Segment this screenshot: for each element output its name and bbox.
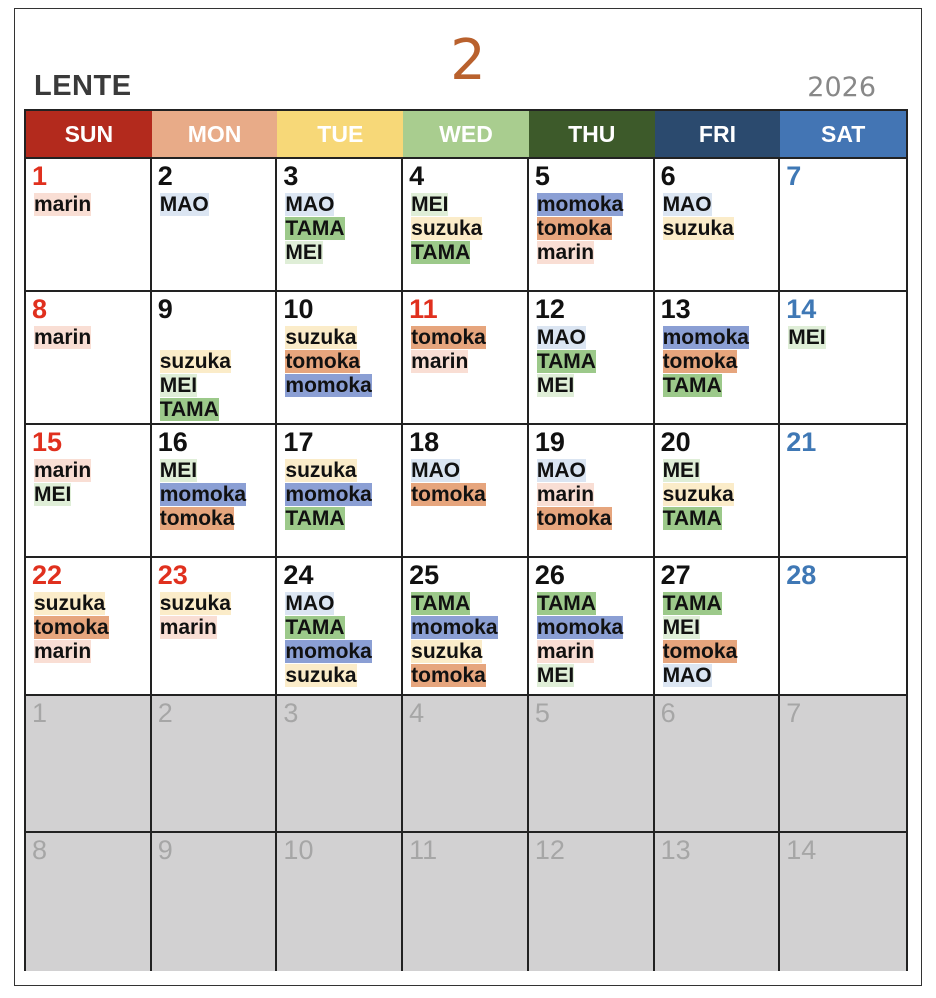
member-label: momoka	[536, 193, 624, 216]
day-cell[interactable]	[403, 292, 529, 425]
member-name	[533, 640, 623, 664]
day-cell[interactable]	[655, 292, 781, 425]
member-label: suzuka	[159, 592, 231, 615]
day-number: 11	[409, 294, 438, 324]
member-label: MEI	[159, 459, 198, 482]
weekday-tue: TUE	[277, 111, 403, 157]
member-label: MAO	[536, 459, 586, 482]
member-label: suzuka	[285, 326, 357, 349]
member-label: MEI	[536, 374, 575, 397]
member-name	[156, 374, 231, 398]
member-name	[281, 374, 371, 398]
day-number: 14	[786, 294, 817, 324]
member-name	[659, 592, 738, 616]
member-label: MAO	[159, 193, 209, 216]
day-number: 3	[283, 161, 299, 191]
member-name	[156, 326, 231, 350]
member-name	[156, 398, 231, 422]
day-number: 6	[660, 161, 676, 191]
member-label: MAO	[662, 664, 712, 687]
day-cell[interactable]	[152, 696, 278, 833]
member-list	[30, 459, 91, 507]
member-list	[407, 592, 497, 688]
member-name	[281, 350, 371, 374]
member-label: suzuka	[159, 350, 231, 373]
member-name	[659, 664, 738, 688]
day-cell[interactable]	[780, 425, 906, 558]
day-cell[interactable]	[529, 159, 655, 292]
member-label: MAO	[411, 459, 461, 482]
calendar-grid	[24, 109, 908, 971]
member-name	[659, 193, 734, 217]
member-name	[281, 664, 371, 688]
member-name	[659, 640, 738, 664]
day-number: 5	[534, 698, 550, 728]
weekday-sun: SUN	[26, 111, 152, 157]
day-number: 24	[283, 560, 314, 590]
day-number: 28	[786, 560, 817, 590]
member-label: MEI	[662, 616, 700, 639]
member-label: suzuka	[285, 664, 357, 687]
day-number: 22	[32, 560, 63, 590]
day-number: 9	[157, 294, 173, 324]
day-cell[interactable]	[26, 833, 152, 971]
member-name	[156, 507, 246, 531]
day-cell[interactable]	[152, 159, 278, 292]
member-label: MAO	[285, 592, 335, 615]
member-label: tomoka	[411, 326, 486, 349]
member-label: tomoka	[411, 483, 486, 506]
day-cell[interactable]	[26, 558, 152, 696]
day-number: 25	[409, 560, 440, 590]
day-number: 19	[534, 427, 565, 457]
day-cell[interactable]	[403, 558, 529, 696]
day-number: 17	[283, 427, 314, 457]
member-list	[156, 592, 231, 640]
day-number: 9	[157, 835, 173, 865]
day-cell[interactable]	[655, 159, 781, 292]
member-name	[30, 483, 91, 507]
member-label: tomoka	[536, 507, 612, 530]
member-label: MAO	[536, 326, 586, 349]
weekday-sat: SAT	[780, 111, 906, 157]
member-name	[533, 217, 623, 241]
member-name	[30, 616, 109, 640]
member-label: suzuka	[662, 217, 734, 240]
member-label: TAMA	[285, 507, 345, 530]
member-label: MAO	[285, 193, 335, 216]
member-label: MEI	[662, 459, 700, 482]
member-label: MEI	[536, 664, 575, 687]
member-name	[659, 326, 749, 350]
day-cell[interactable]	[152, 833, 278, 971]
member-name	[281, 507, 371, 531]
member-label: tomoka	[662, 350, 738, 373]
member-name	[533, 374, 596, 398]
member-name	[30, 592, 109, 616]
weekday-header	[26, 111, 906, 159]
day-number: 11	[409, 835, 438, 865]
member-name	[156, 616, 231, 640]
day-cell[interactable]	[26, 292, 152, 425]
day-cell[interactable]	[403, 159, 529, 292]
day-number: 7	[786, 161, 802, 191]
member-name	[659, 507, 734, 531]
day-number: 23	[157, 560, 188, 590]
day-cell[interactable]	[277, 696, 403, 833]
weekday-fri: FRI	[655, 111, 781, 157]
member-name	[407, 193, 482, 217]
day-number: 2	[157, 161, 173, 191]
weekday-mon: MON	[152, 111, 278, 157]
member-name	[784, 326, 825, 350]
member-label: tomoka	[159, 507, 235, 530]
member-label: MAO	[662, 193, 712, 216]
day-number: 5	[534, 161, 550, 191]
member-list	[407, 193, 482, 265]
member-name	[156, 483, 246, 507]
member-label: tomoka	[34, 616, 109, 639]
member-label: momoka	[662, 326, 749, 349]
member-label: TAMA	[536, 350, 596, 373]
day-number: 8	[32, 294, 48, 324]
member-label: marin	[159, 616, 217, 639]
member-label: marin	[536, 640, 595, 663]
member-label: TAMA	[159, 398, 219, 421]
member-label: MEI	[159, 374, 198, 397]
member-name	[281, 459, 371, 483]
member-name	[659, 483, 734, 507]
day-cell[interactable]	[780, 833, 906, 971]
member-name	[407, 350, 486, 374]
member-label: tomoka	[536, 217, 612, 240]
member-name	[156, 193, 209, 217]
member-name	[533, 326, 596, 350]
day-grid	[26, 159, 906, 971]
member-label: MEI	[285, 241, 323, 264]
member-list	[30, 326, 91, 350]
member-name	[533, 507, 612, 531]
member-label: TAMA	[285, 217, 345, 240]
member-label: TAMA	[662, 374, 722, 397]
day-number: 4	[409, 698, 425, 728]
day-cell[interactable]	[529, 833, 655, 971]
member-list	[659, 326, 749, 398]
member-label: suzuka	[34, 592, 106, 615]
member-label: marin	[34, 640, 92, 663]
member-label: suzuka	[285, 459, 357, 482]
member-name	[281, 326, 371, 350]
member-name	[533, 459, 612, 483]
day-cell[interactable]	[780, 558, 906, 696]
day-cell[interactable]	[655, 696, 781, 833]
member-name	[407, 664, 497, 688]
member-label: marin	[34, 326, 92, 349]
member-list	[407, 326, 486, 374]
member-name	[281, 217, 344, 241]
day-cell[interactable]	[529, 558, 655, 696]
member-list	[156, 193, 209, 217]
member-name	[659, 616, 738, 640]
member-name	[156, 459, 246, 483]
member-label: TAMA	[536, 592, 596, 615]
day-cell[interactable]	[403, 425, 529, 558]
member-name	[533, 664, 623, 688]
day-number: 13	[660, 835, 691, 865]
member-name	[281, 616, 371, 640]
month-number: 2	[450, 28, 486, 93]
day-cell[interactable]	[152, 425, 278, 558]
day-cell[interactable]	[403, 696, 529, 833]
member-list	[156, 459, 246, 531]
member-label: TAMA	[411, 592, 471, 615]
member-label: TAMA	[662, 507, 722, 530]
day-cell[interactable]	[529, 425, 655, 558]
weekday-wed: WED	[403, 111, 529, 157]
day-number: 7	[786, 698, 802, 728]
member-name	[281, 483, 371, 507]
member-name	[407, 616, 497, 640]
day-number: 15	[32, 427, 63, 457]
member-label: TAMA	[285, 616, 345, 639]
day-number: 3	[283, 698, 299, 728]
member-label: suzuka	[411, 217, 483, 240]
member-label: MEI	[411, 193, 449, 216]
member-label: marin	[411, 350, 469, 373]
member-label: tomoka	[411, 664, 486, 687]
day-cell[interactable]	[780, 696, 906, 833]
day-number: 8	[32, 835, 48, 865]
day-cell[interactable]	[26, 425, 152, 558]
member-name	[407, 459, 486, 483]
member-name	[281, 640, 371, 664]
member-list	[784, 326, 825, 350]
member-name	[533, 616, 623, 640]
member-name	[533, 241, 623, 265]
day-number: 13	[660, 294, 691, 324]
day-number: 27	[660, 560, 691, 590]
member-name	[281, 241, 344, 265]
day-cell[interactable]	[780, 159, 906, 292]
day-cell[interactable]	[780, 292, 906, 425]
day-number: 26	[534, 560, 565, 590]
member-list	[30, 193, 91, 217]
day-cell[interactable]	[152, 558, 278, 696]
member-label: momoka	[536, 616, 624, 639]
member-name	[659, 217, 734, 241]
day-cell[interactable]	[529, 292, 655, 425]
member-label: marin	[536, 241, 595, 264]
member-label: momoka	[285, 374, 372, 397]
member-name	[659, 374, 749, 398]
member-list	[533, 193, 623, 265]
member-label: MEI	[34, 483, 72, 506]
member-list	[533, 326, 596, 398]
member-label: momoka	[411, 616, 498, 639]
member-name	[156, 350, 231, 374]
day-cell[interactable]	[277, 833, 403, 971]
member-name	[30, 640, 109, 664]
member-label: tomoka	[285, 350, 361, 373]
member-name	[407, 326, 486, 350]
member-list	[407, 459, 486, 507]
day-number: 20	[660, 427, 691, 457]
member-label: marin	[536, 483, 595, 506]
member-list	[281, 193, 344, 265]
day-number: 16	[157, 427, 188, 457]
member-name	[281, 592, 371, 616]
day-number: 12	[534, 835, 565, 865]
member-list	[659, 193, 734, 241]
member-label: momoka	[159, 483, 247, 506]
member-name	[407, 241, 482, 265]
day-number: 12	[534, 294, 565, 324]
member-label: momoka	[285, 483, 372, 506]
member-list	[281, 592, 371, 688]
day-cell[interactable]	[26, 159, 152, 292]
member-list	[281, 459, 371, 531]
year-label: 2026	[807, 72, 876, 103]
day-number: 1	[32, 698, 48, 728]
member-name	[407, 640, 497, 664]
member-name	[30, 193, 91, 217]
member-label: momoka	[285, 640, 372, 663]
member-label: suzuka	[411, 640, 483, 663]
day-cell[interactable]	[277, 292, 403, 425]
member-name	[407, 217, 482, 241]
day-cell[interactable]	[277, 558, 403, 696]
member-list	[156, 326, 231, 422]
day-cell[interactable]	[403, 833, 529, 971]
day-cell[interactable]	[152, 292, 278, 425]
member-name	[533, 592, 623, 616]
member-list	[533, 592, 623, 688]
day-number: 10	[283, 294, 314, 324]
member-list	[533, 459, 612, 531]
member-name	[533, 350, 596, 374]
weekday-thu: THU	[529, 111, 655, 157]
member-name	[533, 483, 612, 507]
member-name	[407, 592, 497, 616]
member-list	[659, 592, 738, 688]
member-label: suzuka	[662, 483, 734, 506]
member-name	[281, 193, 344, 217]
day-number: 4	[409, 161, 425, 191]
member-label: TAMA	[411, 241, 471, 264]
day-cell[interactable]	[277, 159, 403, 292]
day-number: 6	[660, 698, 676, 728]
member-name	[659, 459, 734, 483]
member-label: marin	[34, 193, 92, 216]
day-number: 2	[157, 698, 173, 728]
day-cell[interactable]	[655, 833, 781, 971]
member-name	[30, 326, 91, 350]
day-number: 14	[786, 835, 817, 865]
brand-name: LENTE	[34, 70, 132, 102]
member-label: TAMA	[662, 592, 722, 615]
day-cell[interactable]	[26, 696, 152, 833]
member-list	[659, 459, 734, 531]
member-label: marin	[34, 459, 92, 482]
member-name	[533, 193, 623, 217]
day-number: 18	[409, 427, 440, 457]
day-cell[interactable]	[277, 425, 403, 558]
member-label: tomoka	[662, 640, 738, 663]
day-cell[interactable]	[529, 696, 655, 833]
day-number: 10	[283, 835, 314, 865]
day-cell[interactable]	[655, 425, 781, 558]
day-cell[interactable]	[655, 558, 781, 696]
day-number: 21	[786, 427, 817, 457]
member-list	[281, 326, 371, 398]
day-number: 1	[32, 161, 48, 191]
member-name	[407, 483, 486, 507]
member-name	[156, 592, 231, 616]
member-list	[30, 592, 109, 664]
member-label: MEI	[788, 326, 826, 349]
member-name	[30, 459, 91, 483]
member-name	[659, 350, 749, 374]
